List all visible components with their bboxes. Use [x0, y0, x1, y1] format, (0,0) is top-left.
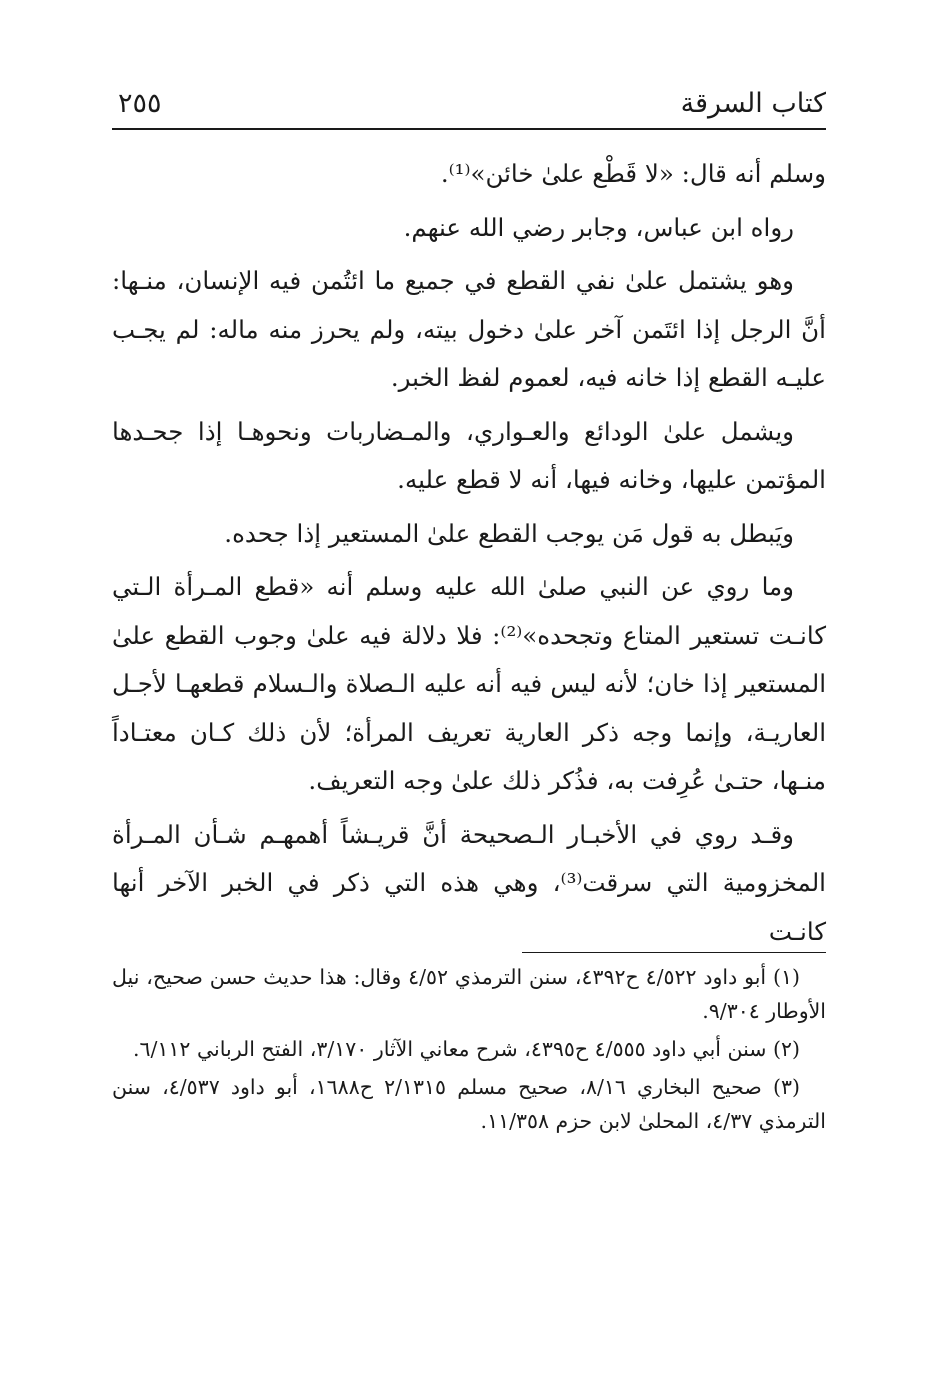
footnote: (٣) صحيح البخاري ٨/١٦، صحيح مسلم ٢/١٣١٥ ح١٦٨٨، أبو داود ٤/٥٣٧، سنن الترمذي ٤/٣٧، المحلىٰ لابن حزم ١١/٣٥٨. [112, 1075, 826, 1133]
paragraph: وقـد روي في الأخبـار الـصحيحة أنَّ قريـشاً أهمهـم شـأن المـرأة المخزومية التي سرقت⁽³⁾، وهي هذه التي ذكر في الخبر الآخر أنها كانـت [112, 819, 826, 946]
running-header [112, 84, 826, 130]
footnote-divider [522, 952, 826, 953]
paragraph: ويَبطل به قول مَن يوجب القطع علىٰ المستعير إذا جحده. [224, 518, 794, 548]
page-number: ٢٥٥ [118, 88, 162, 119]
paragraph: وهو يشتمل علىٰ نفي القطع في جميع ما ائتُمن فيه الإنسان، منـها: أنَّ الرجل إذا ائتَمن آخر علىٰ دخول بيته، ولم يحرز منه ماله: لم يجـب عليـه القطع إذا خانه فيه، لعموم لفظ الخبر. [112, 266, 826, 392]
header-divider [112, 128, 826, 130]
main-text [112, 150, 826, 961]
paragraph: وسلم أنه قال: «لا قَطْع علىٰ خائن»⁽¹⁾. [440, 159, 826, 188]
paragraph: ويشمل علىٰ الودائع والعـواري، والمـضاربات ونحوهـا إذا جحـدها المؤتمن عليها، وخانه فيها، أنه لا قطع عليه. [112, 416, 826, 494]
paragraph: وما روي عن النبي صلىٰ الله عليه وسلم أنه «قطع المـرأة الـتي كانـت تستعير المتاع وتجحده»⁽²⁾: فلا دلالة فيه علىٰ وجوب القطع علىٰ المستعير إذا خان؛ لأنه ليس فيه أنه عليه الـصلاة والـسلام قطعهـا لأجـل العاريـة، وإنما وجه ذكر العارية تعريف المرأة؛ لأن ذلك كـان معتـاداً منـها، حتـىٰ عُرِفت به، فذُكر ذلك علىٰ وجه التعريف. [112, 572, 826, 795]
paragraph: رواه ابن عباس، وجابر رضي الله عنهم. [403, 212, 794, 242]
footnote: (١) أبو داود ٤/٥٢٢ ح٤٣٩٢، سنن الترمذي ٤/٥٢ وقال: هذا حديث حسن صحيح، نيل الأوطار ٩/٣٠٤. [112, 965, 826, 1023]
chapter-title: كتاب السرقة [680, 88, 826, 119]
footnotes [112, 960, 826, 1142]
footnote: (٢) سنن أبي داود ٤/٥٥٥ ح٤٣٩٥، شرح معاني الآثار ٣/١٧٠، الفتح الرباني ٦/١١٢. [132, 1037, 800, 1061]
